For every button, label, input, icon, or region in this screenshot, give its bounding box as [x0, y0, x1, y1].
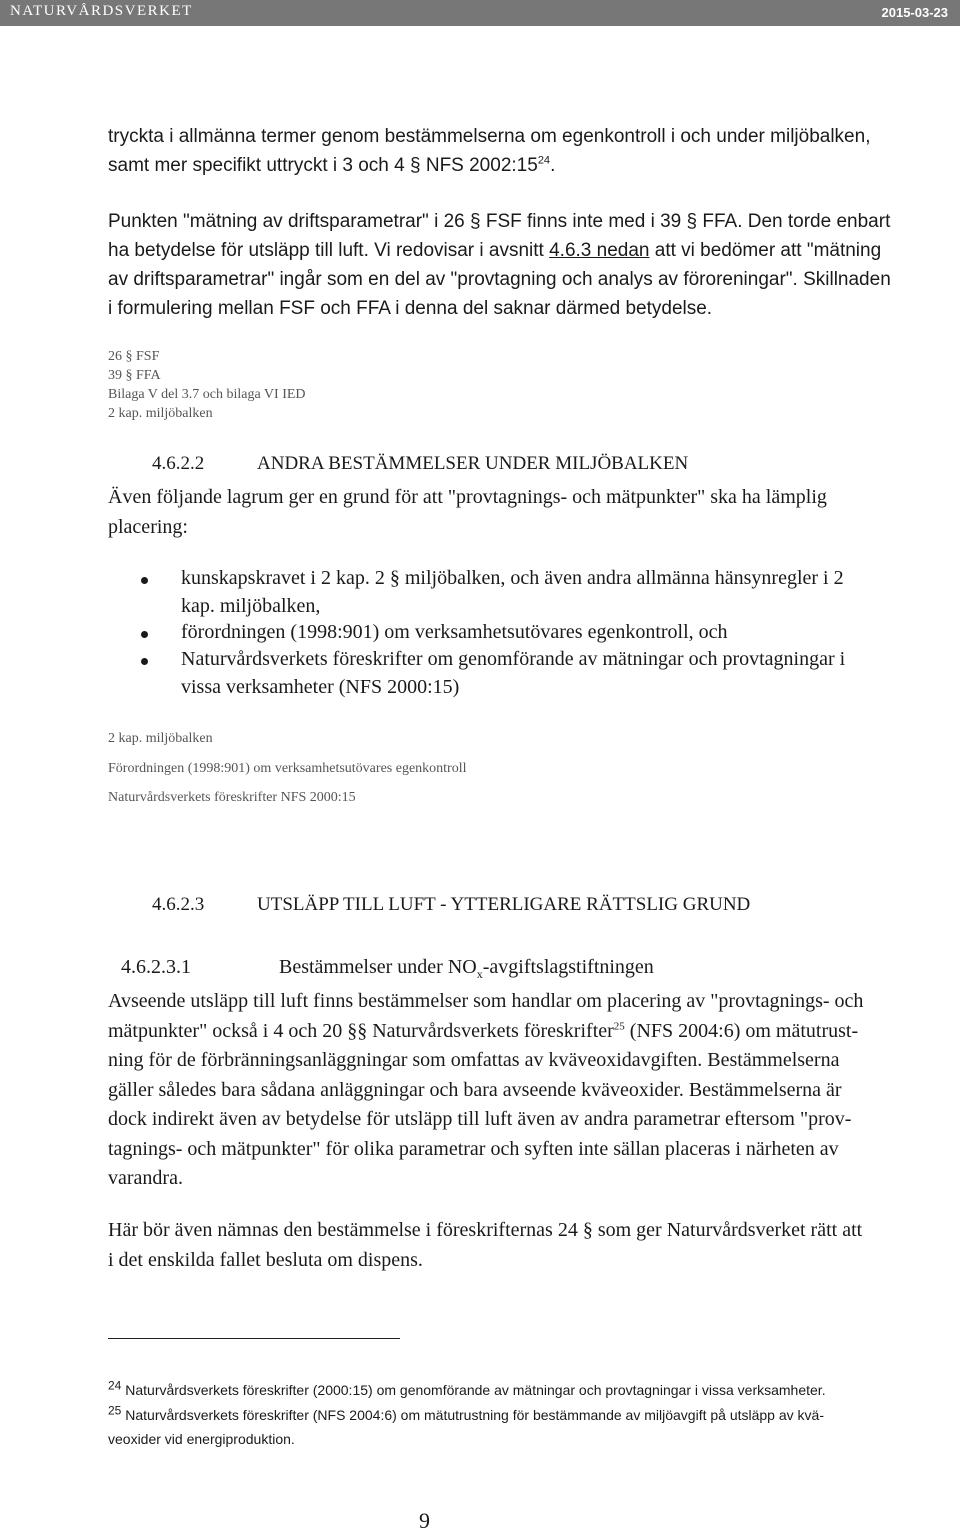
footnote-ref: 24 [537, 154, 551, 167]
paragraph-nox: Avseende utsläpp till luft finns bestämmelser som handlar om placering av "provtagnings- och mätpunkter" också i 4 och 20 §§ Naturvårdsverkets föreskrifter$^{25}$ (NFS 2004:6) om mätutrust- ning för de förbränningsanläggningar som omfattas av kväveoxidavgiften. Bestämmelserna gäller således bara sådana anläggningar och bara avseende kväveoxider. Bestämmelserna är dock indirekt även av betydelse för utsläpp till luft även av andra parametrar eftersom "prov- tagnings- och mätpunkter" för olika parametrar och syften inte sällan placeras i närheten av varandra. [108, 990, 864, 1189]
footnote-number: 24 [108, 1378, 122, 1393]
paragraph-punkten [108, 207, 891, 323]
legal-reference: 2 kap. miljöbalken [108, 731, 213, 746]
bullet-icon [141, 631, 148, 638]
footnote: $^{24}$ Naturvårdsverkets föreskrifter (2000:15) om genomförande av mätningar och provtagningar i vissa verksamheter. [108, 1378, 826, 1398]
section-sign: § [409, 155, 421, 176]
section-title: ANDRA BESTÄMMELSER UNDER MILJÖBALKEN [257, 453, 689, 474]
footnote-ref: 25 [613, 1019, 625, 1032]
footnote-separator [108, 1338, 400, 1339]
paragraph-line: ha betydelse för utsläpp till luft. Vi redovisar i avsnitt 4.6.3 nedan att vi bedömer att "mätning [108, 240, 882, 261]
bullet-icon [141, 658, 148, 665]
paragraph-line: Punkten "mätning av driftsparametrar" i 26 § FSF finns inte med i 39 § FFA. Den torde enbart [108, 211, 891, 232]
legal-references [108, 347, 306, 423]
section-number: 4.6.2.3 [152, 894, 205, 915]
paragraph-line: i formulering mellan FSF och FFA i denna del saknar därmed betydelse. [108, 298, 713, 319]
legal-reference: 26 § FSF [108, 349, 160, 364]
intro-paragraph [108, 122, 870, 180]
page-header [0, 0, 960, 26]
legal-reference: Bilaga V del 3.7 och bilaga VI IED [108, 387, 306, 402]
legal-reference: Naturvårdsverkets föreskrifter NFS 2000:15 [108, 790, 356, 805]
paragraph-line: av driftsparametrar" ingår som en del av "provtagning och analys av föroreningar". Skillnaden [108, 269, 891, 290]
paragraph-dispens: Här bör även nämnas den bestämmelse i föreskrifternas 24 § som ger Naturvårdsverket rätt att i det enskilda fallet besluta om dispens. [108, 1219, 863, 1271]
bullet-icon [141, 577, 148, 584]
footnote-number: 25 [108, 1403, 122, 1418]
subsection-number: 4.6.2.3.1 [121, 956, 191, 978]
page-number: 9 [419, 1508, 430, 1533]
footnote: $^{25}$ Naturvårdsverkets föreskrifter (NFS 2004:6) om mätutrustning för bestämmande av miljöavgift på utsläpp av kvä- veoxider vid energiproduktion. [108, 1403, 824, 1447]
list-item: kunskapskravet i 2 kap. 2 § miljöbalken, och även andra allmänna hänsynregler i 2 kap. miljöbalken, [181, 567, 844, 617]
intro-line: samt mer specifikt uttryckt i 3 och 4 § NFS $2002:15^{24}$. [108, 154, 556, 176]
legal-reference: Förordningen (1998:901) om verksamhetsutövares egenkontroll [108, 761, 467, 776]
subsection-title: Bestämmelser under $NO_x$-avgiftslagstiftningen [279, 956, 654, 981]
legal-reference: 2 kap. miljöbalken [108, 406, 213, 421]
organization-name: NATURVÅRDSVERKET [10, 3, 193, 19]
list-item: förordningen (1998:901) om verksamhetsutövares egenkontroll, och [181, 621, 728, 643]
legal-reference: 39 § FFA [108, 368, 161, 383]
intro-line: tryckta i allmänna termer genom bestämmelserna om egenkontroll i och under miljöbalken, [108, 126, 871, 147]
list-item: Naturvårdsverkets föreskrifter om genomförande av mätningar och provtagningar i vissa verksamheter (NFS 2000:15) [181, 648, 846, 698]
section-intro: Även följande lagrum ger en grund för att "provtagnings- och mätpunkter" ska ha lämplig placering: [108, 486, 827, 538]
section-number: 4.6.2.2 [152, 453, 205, 474]
document-date: 2015-03-23 [881, 5, 948, 20]
section-link[interactable]: 4.6.3 nedan [549, 240, 650, 261]
section-title: UTSLÄPP TILL LUFT - YTTERLIGARE RÄTTSLIG GRUND [257, 894, 751, 915]
